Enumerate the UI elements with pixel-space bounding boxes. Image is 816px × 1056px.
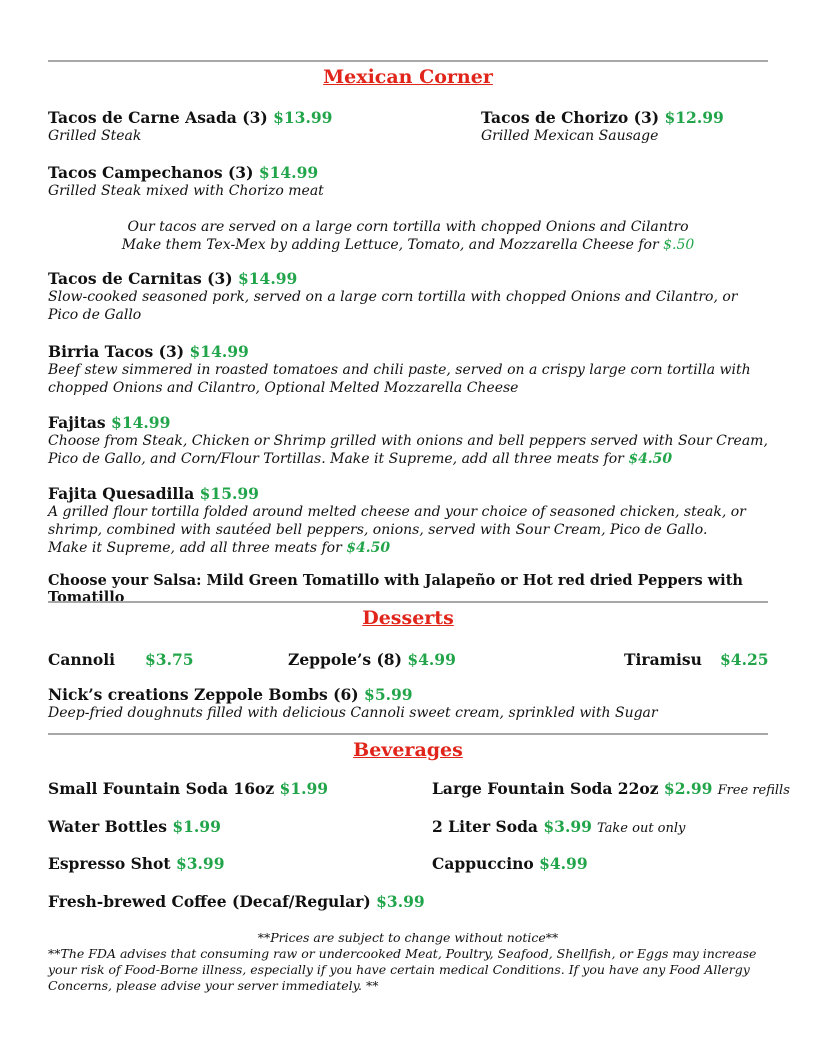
menu-item-cannoli bbox=[48, 650, 115, 669]
menu-item-chorizo bbox=[481, 108, 724, 145]
menu-item-carnitas bbox=[48, 269, 768, 324]
item-desc: Deep-fried doughnuts filled with delicious Cannoli sweet cream, sprinkled with Sugar bbox=[48, 705, 658, 721]
item-name: 2 Liter Soda bbox=[432, 817, 544, 836]
menu-item-zeppole-bombs bbox=[48, 685, 768, 722]
menu-item-two-liter bbox=[432, 817, 685, 836]
item-price: $14.99 bbox=[258, 163, 319, 182]
item-price: $13.99 bbox=[273, 108, 333, 127]
item-name: Cappuccino bbox=[432, 854, 540, 873]
item-desc: Beef stew simmered in roasted tomatoes and chili paste, served on a crispy large corn tortilla with chopped Onions and Cilantro, Optional Melted Mozzarella Cheese bbox=[48, 362, 751, 396]
menu-item-large-soda bbox=[432, 779, 790, 798]
item-name: Water Bottles bbox=[48, 817, 173, 836]
item-price: $14.99 bbox=[237, 269, 298, 288]
item-name: Fajita Quesadilla bbox=[48, 484, 200, 503]
item-note: Take out only bbox=[597, 821, 686, 836]
menu-item-espresso bbox=[48, 854, 225, 873]
item-price: $12.99 bbox=[664, 108, 724, 127]
item-name: Tacos de Chorizo (3) bbox=[481, 108, 665, 127]
section-title-desserts: Desserts bbox=[362, 607, 454, 629]
supreme-price: $4.50 bbox=[346, 540, 391, 556]
item-price: $4.25 bbox=[720, 650, 769, 669]
item-name: Small Fountain Soda 16oz bbox=[48, 779, 280, 798]
menu-item-zeppole bbox=[288, 650, 456, 669]
menu-item-tiramisu bbox=[624, 650, 702, 669]
item-price: $3.99 bbox=[175, 854, 225, 873]
item-price: $3.99 bbox=[376, 892, 425, 911]
item-price: $4.99 bbox=[407, 650, 456, 669]
menu-item-tiramisu-price bbox=[720, 650, 769, 669]
item-name: Nick’s creations Zeppole Bombs (6) bbox=[48, 685, 365, 704]
item-desc: Grilled Steak mixed with Chorizo meat bbox=[48, 183, 324, 199]
menu-item-birria bbox=[48, 342, 768, 397]
item-note: Free refills bbox=[717, 783, 790, 798]
item-name: Fajitas bbox=[48, 413, 112, 432]
item-price: $14.99 bbox=[111, 413, 171, 432]
item-desc: Grilled Steak bbox=[48, 128, 142, 144]
menu-item-water bbox=[48, 817, 221, 836]
item-price: $3.75 bbox=[145, 650, 194, 669]
salsa-choice: Choose your Salsa: Mild Green Tomatillo with Jalapeño or Hot red dried Peppers with Tomatillo bbox=[48, 572, 743, 606]
divider bbox=[48, 601, 768, 603]
item-price: $1.99 bbox=[172, 817, 221, 836]
taco-note-line1: Our tacos are served on a large corn tortilla with chopped Onions and Cilantro bbox=[127, 219, 689, 235]
menu-item-cannoli-price bbox=[145, 650, 194, 669]
fda-advisory: **The FDA advises that consuming raw or undercooked Meat, Poultry, Seafood, Shellfish, or Eggs may increase your risk of Food-Borne illness, especially if you have certain medical Conditions. If you have any Food Allergy Concerns, please advise your server immediately. ** bbox=[48, 946, 757, 993]
item-name: Tacos de Carnitas (3) bbox=[48, 269, 238, 288]
item-price: $14.99 bbox=[189, 342, 249, 361]
menu-item-campechanos bbox=[48, 163, 324, 200]
section-title-mexican: Mexican Corner bbox=[323, 66, 493, 88]
prices-note: **Prices are subject to change without notice** bbox=[257, 930, 559, 945]
item-desc: Grilled Mexican Sausage bbox=[481, 128, 659, 144]
item-name: Large Fountain Soda 22oz bbox=[432, 779, 664, 798]
item-price: $4.99 bbox=[539, 854, 588, 873]
section-title-beverages: Beverages bbox=[353, 739, 463, 761]
taco-note-line2: Make them Tex-Mex by adding Lettuce, Tomato, and Mozzarella Cheese for bbox=[121, 237, 664, 253]
divider bbox=[48, 733, 768, 735]
item-desc: A grilled flour tortilla folded around melted cheese and your choice of seasoned chicken, steak, or shrimp, combined with sautéed bell peppers, onions, served with Sour Cream, Pico de Gallo. bbox=[48, 504, 746, 538]
supreme-price: $4.50 bbox=[628, 451, 673, 467]
item-price: $2.99 bbox=[663, 779, 713, 798]
menu-item-small-soda bbox=[48, 779, 328, 798]
footer-notice bbox=[48, 930, 768, 994]
item-desc: Choose from Steak, Chicken or Shrimp grilled with onions and bell peppers served with Sour Cream, Pico de Gallo, and Corn/Flour Tortillas. Make it Supreme, add all three meats for bbox=[48, 433, 768, 467]
item-name: Tiramisu bbox=[624, 650, 702, 669]
item-name: Fresh-brewed Coffee (Decaf/Regular) bbox=[48, 892, 377, 911]
item-name: Tacos Campechanos (3) bbox=[48, 163, 259, 182]
menu-item-coffee bbox=[48, 892, 425, 911]
item-price: $5.99 bbox=[364, 685, 413, 704]
item-name: Zeppole’s (8) bbox=[288, 650, 408, 669]
menu-item-cappuccino bbox=[432, 854, 588, 873]
item-desc: Slow-cooked seasoned pork, served on a large corn tortilla with chopped Onions and Cilantro, or Pico de Gallo bbox=[48, 289, 738, 323]
item-name: Birria Tacos (3) bbox=[48, 342, 190, 361]
taco-note bbox=[48, 218, 768, 254]
item-name: Cannoli bbox=[48, 650, 116, 669]
item-desc-supreme: Make it Supreme, add all three meats for bbox=[48, 540, 347, 556]
item-price: $15.99 bbox=[199, 484, 259, 503]
item-price: $1.99 bbox=[279, 779, 329, 798]
divider bbox=[48, 60, 768, 62]
menu-item-fajitas bbox=[48, 413, 768, 468]
taco-note-price: $.50 bbox=[663, 237, 695, 253]
item-name: Tacos de Carne Asada (3) bbox=[48, 108, 274, 127]
menu-item-fajita-quesadilla bbox=[48, 484, 768, 557]
item-name: Espresso Shot bbox=[48, 854, 176, 873]
menu-item-asada bbox=[48, 108, 332, 145]
item-price: $3.99 bbox=[543, 817, 592, 836]
